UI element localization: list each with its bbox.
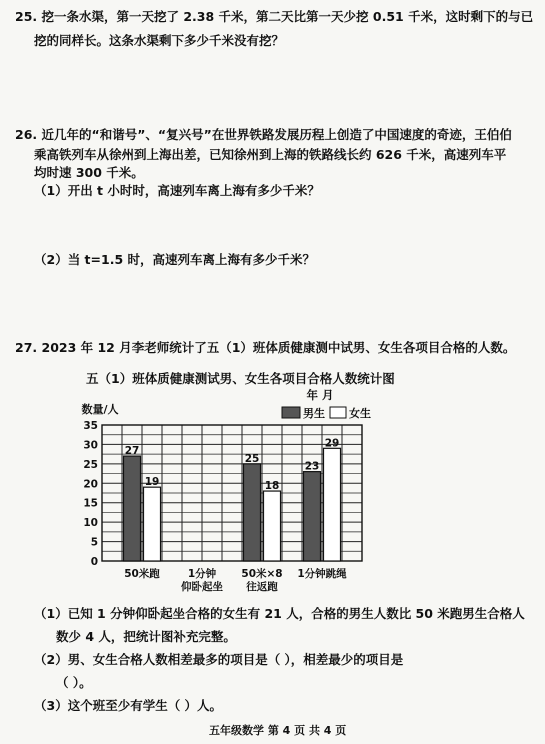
x-tick-label: 50米跑 [124,568,160,580]
bar-boys [124,456,141,561]
q27-sub1b: 数少 4 人，把统计图补充完整。 [56,629,236,644]
x-tick-label: 往返跑 [246,581,278,593]
legend-swatch-boys [282,407,300,418]
bar-girls [324,448,341,561]
bar-girls [144,487,161,561]
chart-title: 五（1）班体质健康测试男、女生各项目合格人数统计图 [86,371,395,386]
q26-line3: 均时速 300 千米。 [34,165,144,180]
legend-label-girls: 女生 [349,407,371,420]
q26-line1: 26. 近几年的“和谐号”、“复兴号”在世界铁路发展历程上创造了中国速度的奇迹，王伯伯 [15,127,512,142]
y-tick-label: 20 [83,478,98,491]
x-tick-label: 1分钟跳绳 [297,568,347,580]
y-tick-label: 30 [83,439,98,452]
bar-value-label: 19 [144,476,160,489]
y-tick-label: 35 [83,420,98,432]
bar-value-label: 25 [244,452,260,465]
bar-chart [0,383,545,623]
y-tick-label: 25 [83,458,98,471]
q25-line2: 挖的同样长。这条水渠剩下多少千米没有挖？ [34,33,285,48]
q26-line2: 乘高铁列车从徐州到上海出差，已知徐州到上海的铁路线长约 626 千米，高速列车平 [34,147,507,162]
q26-sub2: （2）当 t=1.5 时，高速列车离上海有多少千米？ [34,252,315,267]
bar-value-label: 27 [124,445,140,458]
y-tick-label: 10 [83,517,98,530]
bar-value-label: 18 [264,480,280,493]
bar-value-label: 23 [304,460,320,473]
y-axis-label: 数量/人 [81,403,119,416]
q27-sub2a: （2）男、女生合格人数相差最多的项目是（ ），相差最少的项目是 [34,652,404,667]
y-tick-label: 5 [90,536,98,549]
q27-sub1a: （1）已知 1 分钟仰卧起坐合格的女生有 21 人，合格的男生人数比 50 米跑男生合格人 [34,606,525,621]
q25-line1: 25. 挖一条水渠，第一天挖了 2.38 千米，第二天比第一天少挖 0.51 千米，这时剩下的与已 [15,9,534,24]
date-label: 年 月 [306,388,334,402]
legend-label-boys: 男生 [303,407,325,420]
y-tick-label: 15 [83,497,98,510]
bar-boys [304,472,321,561]
bar-girls [264,491,281,561]
y-tick-label: 0 [90,556,98,568]
legend-swatch-girls [330,407,346,418]
q26-sub1: （1）开出 t 小时时，高速列车离上海有多少千米？ [34,183,320,198]
x-tick-label: 1分钟 [187,568,217,580]
page-footer: 五年级数学 第 4 页 共 4 页 [209,724,347,737]
x-tick-label: 仰卧起坐 [181,581,223,593]
bar-value-label: 29 [324,437,340,450]
q27-sub2b: （ ）。 [56,675,92,690]
q27-line1: 27. 2023 年 12 月李老师统计了五（1）班体质健康测中试男、女生各项目合格的人数。 [15,340,516,355]
x-tick-label: 50米×8 [241,568,283,580]
q27-sub3: （3）这个班至少有学生（ ）人。 [34,698,223,713]
bar-boys [244,464,261,561]
